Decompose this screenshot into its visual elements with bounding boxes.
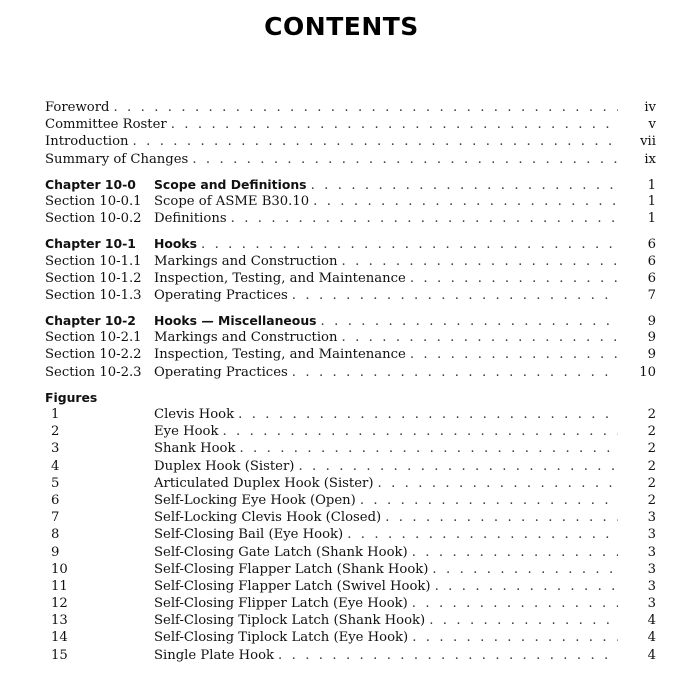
figure-number: 10 xyxy=(51,561,68,577)
chapter-title: Hooks xyxy=(154,236,198,252)
toc-entry-label: Introduction xyxy=(45,134,129,150)
toc-entry-page: 2 xyxy=(647,458,656,474)
figure-number: 1 xyxy=(51,407,60,422)
leader-dots xyxy=(410,270,618,287)
toc-figure-12[interactable] xyxy=(45,595,656,612)
spacer xyxy=(45,304,656,312)
leader-dots xyxy=(222,423,618,440)
toc-entry-page: v xyxy=(648,117,656,133)
toc-entry-page: 6 xyxy=(647,237,656,253)
leader-dots xyxy=(385,509,618,526)
section-title: Operating Practices xyxy=(154,287,288,303)
table-of-contents xyxy=(45,99,656,664)
toc-entry-page: 3 xyxy=(647,561,656,577)
toc-entry-page: 2 xyxy=(647,407,656,422)
toc-entry-label: Summary of Changes xyxy=(45,151,189,167)
toc-section-10-2-2[interactable] xyxy=(45,346,656,363)
figure-number: 6 xyxy=(51,492,60,508)
toc-figure-4[interactable] xyxy=(45,458,656,475)
toc-entry-page: 2 xyxy=(647,492,656,508)
figure-number: 11 xyxy=(51,578,68,594)
leader-dots xyxy=(238,406,618,423)
section-number: Section 10-1.1 xyxy=(45,253,142,269)
toc-chapter-10-2[interactable] xyxy=(45,312,656,329)
figure-number: 4 xyxy=(51,458,60,474)
toc-figure-1[interactable] xyxy=(45,406,656,423)
toc-entry-page: 6 xyxy=(647,270,656,286)
toc-figure-15[interactable] xyxy=(45,647,656,664)
toc-figure-2[interactable] xyxy=(45,423,656,440)
figure-title: Self-Locking Eye Hook (Open) xyxy=(154,492,356,508)
leader-dots xyxy=(278,647,618,664)
figure-number: 2 xyxy=(51,424,60,440)
toc-figure-3[interactable] xyxy=(45,440,656,457)
toc-entry-page: 4 xyxy=(647,613,656,629)
section-number: Section 10-0.1 xyxy=(45,193,142,209)
toc-figure-9[interactable] xyxy=(45,544,656,561)
leader-dots xyxy=(231,210,618,227)
figure-number: 3 xyxy=(51,441,60,457)
toc-section-10-2-1[interactable] xyxy=(45,329,656,346)
section-title: Inspection, Testing, and Maintenance xyxy=(154,347,406,363)
toc-section-10-1-1[interactable] xyxy=(45,253,656,270)
figure-number: 13 xyxy=(51,613,68,629)
toc-entry-page: 6 xyxy=(647,253,656,269)
figure-title: Self-Closing Tiplock Latch (Eye Hook) xyxy=(154,630,409,646)
section-title: Inspection, Testing, and Maintenance xyxy=(154,270,406,286)
section-title: Definitions xyxy=(154,211,227,227)
spacer xyxy=(45,168,656,176)
toc-chapter-10-1[interactable] xyxy=(45,235,656,252)
toc-section-10-1-2[interactable] xyxy=(45,270,656,287)
toc-entry-page: 9 xyxy=(647,330,656,346)
leader-dots xyxy=(292,287,618,304)
leader-dots xyxy=(313,193,618,210)
toc-entry-page: 2 xyxy=(647,441,656,457)
leader-dots xyxy=(292,364,618,381)
chapter-number: Chapter 10-0 xyxy=(45,176,136,192)
leader-dots xyxy=(410,346,618,363)
section-title: Markings and Construction xyxy=(154,253,338,269)
toc-entry-page: 3 xyxy=(647,544,656,560)
toc-figure-8[interactable] xyxy=(45,526,656,543)
toc-figure-14[interactable] xyxy=(45,629,656,646)
leader-dots xyxy=(133,133,618,150)
toc-section-10-1-3[interactable] xyxy=(45,287,656,304)
toc-chapter-10-0[interactable] xyxy=(45,176,656,193)
toc-entry-page: iv xyxy=(644,100,656,115)
toc-entry-page: vii xyxy=(640,134,656,150)
figure-title: Clevis Hook xyxy=(154,407,235,422)
leader-dots xyxy=(412,629,618,646)
leader-dots xyxy=(298,458,618,475)
figure-title: Single Plate Hook xyxy=(154,647,275,663)
figure-title: Self-Closing Flapper Latch (Swivel Hook) xyxy=(154,578,431,594)
section-title: Scope of ASME B30.10 xyxy=(154,193,310,209)
toc-entry-page: 3 xyxy=(647,510,656,526)
figure-title: Self-Closing Flipper Latch (Eye Hook) xyxy=(154,596,408,612)
toc-figure-13[interactable] xyxy=(45,612,656,629)
section-number: Section 10-2.3 xyxy=(45,364,142,380)
toc-entry-page: 2 xyxy=(647,475,656,491)
toc-entry-page: 3 xyxy=(647,578,656,594)
figure-title: Self-Locking Clevis Hook (Closed) xyxy=(154,510,382,526)
leader-dots xyxy=(435,578,618,595)
leader-dots xyxy=(192,151,618,168)
figure-title: Duplex Hook (Sister) xyxy=(154,458,295,474)
figure-title: Articulated Duplex Hook (Sister) xyxy=(154,475,374,491)
toc-section-10-0-1[interactable] xyxy=(45,193,656,210)
toc-section-10-2-3[interactable] xyxy=(45,364,656,381)
figure-number: 15 xyxy=(51,647,68,663)
figure-number: 12 xyxy=(51,596,68,612)
leader-dots xyxy=(347,526,618,543)
leader-dots xyxy=(239,440,618,457)
toc-figure-11[interactable] xyxy=(45,578,656,595)
leader-dots xyxy=(412,544,618,561)
toc-entry-page: 10 xyxy=(639,364,656,380)
section-number: Section 10-0.2 xyxy=(45,211,142,227)
toc-entry-foreword[interactable] xyxy=(45,99,656,116)
leader-dots xyxy=(342,253,619,270)
toc-entry-introduction[interactable] xyxy=(45,133,656,150)
toc-figure-5[interactable] xyxy=(45,475,656,492)
toc-entry-page: 9 xyxy=(647,314,656,330)
figure-title: Eye Hook xyxy=(154,424,219,440)
toc-entry-page: 3 xyxy=(647,527,656,543)
leader-dots xyxy=(171,116,618,133)
toc-entry-summary-of-changes[interactable] xyxy=(45,151,656,168)
section-number: Section 10-2.2 xyxy=(45,347,142,363)
figures-list xyxy=(45,406,656,664)
toc-entry-page: 1 xyxy=(647,211,656,227)
toc-entry-page: 1 xyxy=(647,193,656,209)
leader-dots xyxy=(113,99,618,116)
chapter-number: Chapter 10-1 xyxy=(45,236,136,252)
toc-figure-10[interactable] xyxy=(45,561,656,578)
toc-entry-page: 7 xyxy=(647,287,656,303)
section-title: Markings and Construction xyxy=(154,330,338,346)
figure-number: 5 xyxy=(51,475,60,491)
leader-dots xyxy=(432,561,618,578)
toc-entry-page: 2 xyxy=(647,424,656,440)
figures-heading: Figures xyxy=(45,389,98,405)
toc-figure-6[interactable] xyxy=(45,492,656,509)
toc-entry-page: 4 xyxy=(647,630,656,646)
toc-entry-page: 9 xyxy=(647,347,656,363)
figure-title: Self-Closing Gate Latch (Shank Hook) xyxy=(154,544,408,560)
chapter-number: Chapter 10-2 xyxy=(45,313,136,329)
chapter-title: Hooks — Miscellaneous xyxy=(154,313,317,329)
leader-dots xyxy=(412,595,618,612)
leader-dots xyxy=(342,329,619,346)
leader-dots xyxy=(360,492,618,509)
section-number: Section 10-1.3 xyxy=(45,287,142,303)
figure-number: 8 xyxy=(51,527,60,543)
leader-dots xyxy=(429,612,618,629)
toc-entry-page: 1 xyxy=(647,177,656,193)
spacer xyxy=(45,381,656,389)
figure-number: 7 xyxy=(51,510,60,526)
toc-entry-committee-roster[interactable] xyxy=(45,116,656,133)
section-number: Section 10-2.1 xyxy=(45,330,142,346)
leader-dots xyxy=(377,475,618,492)
figure-title: Shank Hook xyxy=(154,441,236,457)
toc-entry-page: 3 xyxy=(647,596,656,612)
leader-dots xyxy=(201,236,618,253)
figure-title: Self-Closing Tiplock Latch (Shank Hook) xyxy=(154,613,426,629)
leader-dots xyxy=(311,177,618,194)
section-number: Section 10-1.2 xyxy=(45,270,142,286)
leader-dots xyxy=(321,313,618,330)
toc-figure-7[interactable] xyxy=(45,509,656,526)
toc-entry-label: Foreword xyxy=(45,100,110,115)
toc-entry-page: ix xyxy=(644,151,656,167)
section-title: Operating Practices xyxy=(154,364,288,380)
figure-title: Self-Closing Bail (Eye Hook) xyxy=(154,527,344,543)
figure-title: Self-Closing Flapper Latch (Shank Hook) xyxy=(154,561,429,577)
chapter-title: Scope and Definitions xyxy=(154,176,307,192)
figure-number: 14 xyxy=(51,630,68,646)
toc-entry-label: Committee Roster xyxy=(45,117,167,133)
figure-number: 9 xyxy=(51,544,60,560)
toc-entry-page: 4 xyxy=(647,647,656,663)
spacer xyxy=(45,227,656,235)
toc-section-10-0-2[interactable] xyxy=(45,210,656,227)
page-title: CONTENTS xyxy=(264,12,419,41)
